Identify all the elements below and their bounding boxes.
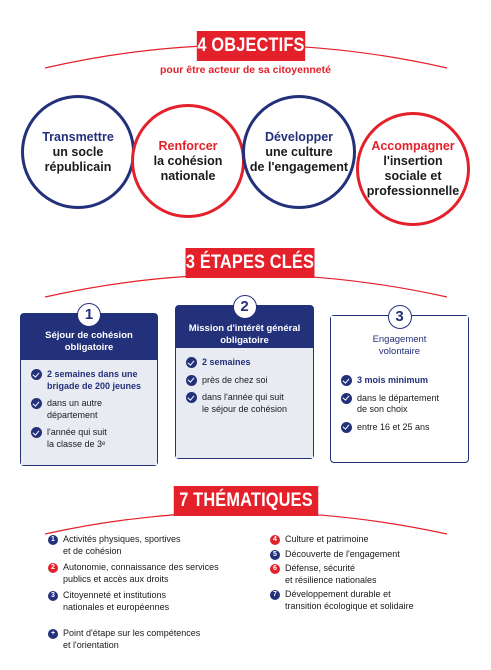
etape-card-2 — [175, 298, 314, 459]
etape-item: entre 16 et 25 ans — [341, 422, 462, 434]
objective-lead: Transmettre — [42, 129, 114, 144]
number-bullet-icon: 4 — [270, 535, 280, 545]
objective-accompagner — [356, 112, 470, 226]
etape-card-title: Engagement volontaire — [331, 316, 468, 366]
etape-card-title: Séjour de cohésion obligatoire — [21, 314, 157, 360]
etape-item: 2 semaines dans une brigade de 200 jeunes — [31, 369, 151, 392]
thematique-item: 6 Défense, sécurité et résilience nationales — [270, 563, 470, 586]
objective-line: nationale — [160, 168, 216, 183]
number-bullet-icon: 1 — [48, 535, 58, 545]
etape-item: 3 mois minimum — [341, 375, 462, 387]
thematique-item: 7 Développement durable et transition écologique et solidaire — [270, 589, 470, 612]
check-icon — [31, 398, 42, 409]
thematique-item: 3 Citoyenneté et institutions nationales et européennes — [48, 590, 258, 613]
objective-line: l'insertion — [383, 154, 443, 168]
etape-item: l'année qui suit la classe de 3ᵉ — [31, 427, 151, 450]
thematiques-extra — [48, 628, 258, 656]
number-bullet-icon: 6 — [270, 564, 280, 574]
objective-lead: Développer — [264, 129, 334, 144]
thematique-item: 1 Activités physiques, sportives et de cohésion — [48, 534, 258, 557]
thematique-item: 2 Autonomie, connaissance des services publics et accès aux droits — [48, 562, 258, 585]
objective-line: professionnelle — [366, 184, 460, 198]
etape-item: 2 semaines — [186, 357, 307, 369]
objective-line: un socle — [52, 144, 104, 159]
check-icon — [341, 375, 352, 386]
etapes-title: 3 ÉTAPES CLÉS — [186, 248, 315, 278]
etape-item: dans le département de son choix — [341, 393, 462, 416]
etape-number-badge: 2 — [233, 295, 257, 319]
objectifs-subtitle: pour être acteur de sa citoyenneté — [160, 64, 331, 76]
objective-line: sociale et — [384, 169, 442, 183]
etape-card-1 — [20, 306, 158, 466]
etape-item: dans l'année qui suit le séjour de cohésion — [186, 392, 307, 415]
check-icon — [186, 375, 197, 386]
etape-number-badge: 3 — [388, 305, 412, 329]
etape-number-badge: 1 — [77, 303, 101, 327]
check-icon — [31, 427, 42, 438]
etape-card-title: Mission d'intérêt général obligatoire — [176, 306, 313, 348]
number-bullet-icon: 2 — [48, 563, 58, 573]
etape-item: près de chez soi — [186, 375, 307, 387]
objective-lead: Renforcer — [158, 138, 218, 153]
objective-line: la cohésion — [153, 153, 223, 168]
objective-renforcer — [131, 104, 245, 218]
thematique-item: 5 Découverte de l'engagement — [270, 549, 470, 561]
objective-lead: Accompagner — [371, 139, 455, 153]
thematique-item: 4 Culture et patrimoine — [270, 534, 470, 546]
thematiques-left-column — [48, 534, 258, 618]
number-bullet-icon: 7 — [270, 590, 280, 600]
check-icon — [186, 392, 197, 403]
thematiques-right-column — [270, 534, 470, 617]
objectifs-title: 4 OBJECTIFS — [197, 31, 305, 61]
check-icon — [341, 422, 352, 433]
check-icon — [186, 357, 197, 368]
check-icon — [341, 393, 352, 404]
etape-card-3 — [330, 308, 469, 463]
objective-line: de l'engagement — [249, 159, 349, 174]
thematique-item: + Point d'étape sur les compétences et l'orientation — [48, 628, 258, 651]
objective-developper — [242, 95, 356, 209]
number-bullet-icon: 5 — [270, 550, 280, 560]
objective-line: une culture — [265, 144, 333, 159]
objective-transmettre — [21, 95, 135, 209]
objective-line: républicain — [44, 159, 112, 174]
etape-item: dans un autre département — [31, 398, 151, 421]
number-bullet-icon: 3 — [48, 591, 58, 601]
check-icon — [31, 369, 42, 380]
thematiques-title: 7 THÉMATIQUES — [174, 486, 318, 516]
plus-bullet-icon: + — [48, 629, 58, 639]
